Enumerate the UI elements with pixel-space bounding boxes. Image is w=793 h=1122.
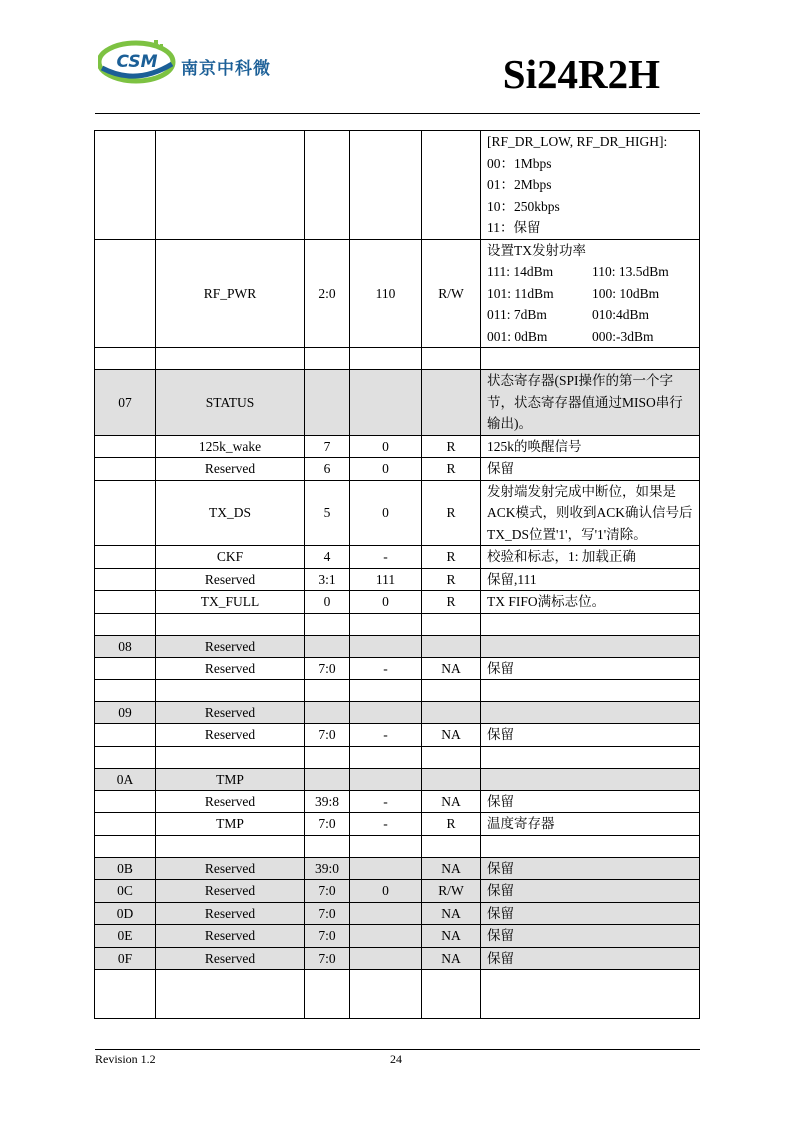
page-number: 24 <box>390 1052 402 1066</box>
table-row: TMP 7:0 - R 温度寄存器 <box>95 813 700 836</box>
table-row: RF_PWR 2:0 110 R/W 设置TX发射功率 111: 14dBm 110: 13.5dBm 101: 11dBm 100: 10dBm 011: 7dBm 010:4dBm 001: 0dBm 000:-3dBm <box>95 239 700 348</box>
spacer-row <box>95 835 700 857</box>
spacer-row <box>95 680 700 702</box>
table-row: Reserved 7:0 - NA 保留 <box>95 657 700 680</box>
page-header <box>0 0 793 115</box>
table-row: Reserved 7:0 - NA 保留 <box>95 724 700 747</box>
register-header-row: 0B Reserved 39:0 NA 保留 <box>95 857 700 880</box>
table-row: CKF 4 - R 校验和标志，1: 加载正确 <box>95 546 700 569</box>
footer-rule <box>95 1049 700 1050</box>
register-header-row: 0F Reserved 7:0 NA 保留 <box>95 947 700 970</box>
spacer-row <box>95 613 700 635</box>
table-row <box>95 131 700 240</box>
register-table <box>94 130 700 1019</box>
register-header-row: 0A TMP <box>95 768 700 790</box>
register-header-row: 08 Reserved <box>95 635 700 657</box>
register-header-row: 0E Reserved 7:0 NA 保留 <box>95 925 700 948</box>
product-title: Si24R2H <box>502 51 660 97</box>
register-header-row: 09 Reserved <box>95 702 700 724</box>
spacer-row <box>95 348 700 370</box>
table-row: 125k_wake 7 0 R 125k的唤醒信号 <box>95 435 700 458</box>
rf-pwr-description: 设置TX发射功率 111: 14dBm 110: 13.5dBm 101: 11dBm 100: 10dBm 011: 7dBm 010:4dBm 001: 0dBm 000:-3dBm <box>481 239 700 348</box>
register-header-row: 07 STATUS 状态寄存器(SPI操作的第一个字节，状态寄存器值通过MISO串行输出)。 <box>95 370 700 436</box>
table-row: TX_FULL 0 0 R TX FIFO满标志位。 <box>95 591 700 614</box>
spacer-row <box>95 746 700 768</box>
register-header-row: 0D Reserved 7:0 NA 保留 <box>95 902 700 925</box>
table-row: Reserved 6 0 R 保留 <box>95 458 700 481</box>
header-rule <box>95 113 700 114</box>
spacer-row <box>95 970 700 1019</box>
table-row: Reserved 3:1 111 R 保留,111 <box>95 568 700 591</box>
table-row: TX_DS 5 0 R 发射端发射完成中断位，如果是ACK模式，则收到ACK确认信号后TX_DS位置'1'，写'1'清除。 <box>95 480 700 546</box>
company-name: 南京中科微 <box>181 59 271 79</box>
svg-text:CSM: CSM <box>116 52 158 72</box>
table-row: Reserved 39:8 - NA 保留 <box>95 790 700 813</box>
rf-dr-description: [RF_DR_LOW, RF_DR_HIGH]: 00：1Mbps 01：2Mbps 10：250kbps 11：保留 <box>481 131 700 240</box>
register-header-row: 0C Reserved 7:0 0 R/W 保留 <box>95 880 700 903</box>
csm-logo-icon <box>98 38 176 84</box>
revision-label: Revision 1.2 <box>95 1052 156 1066</box>
